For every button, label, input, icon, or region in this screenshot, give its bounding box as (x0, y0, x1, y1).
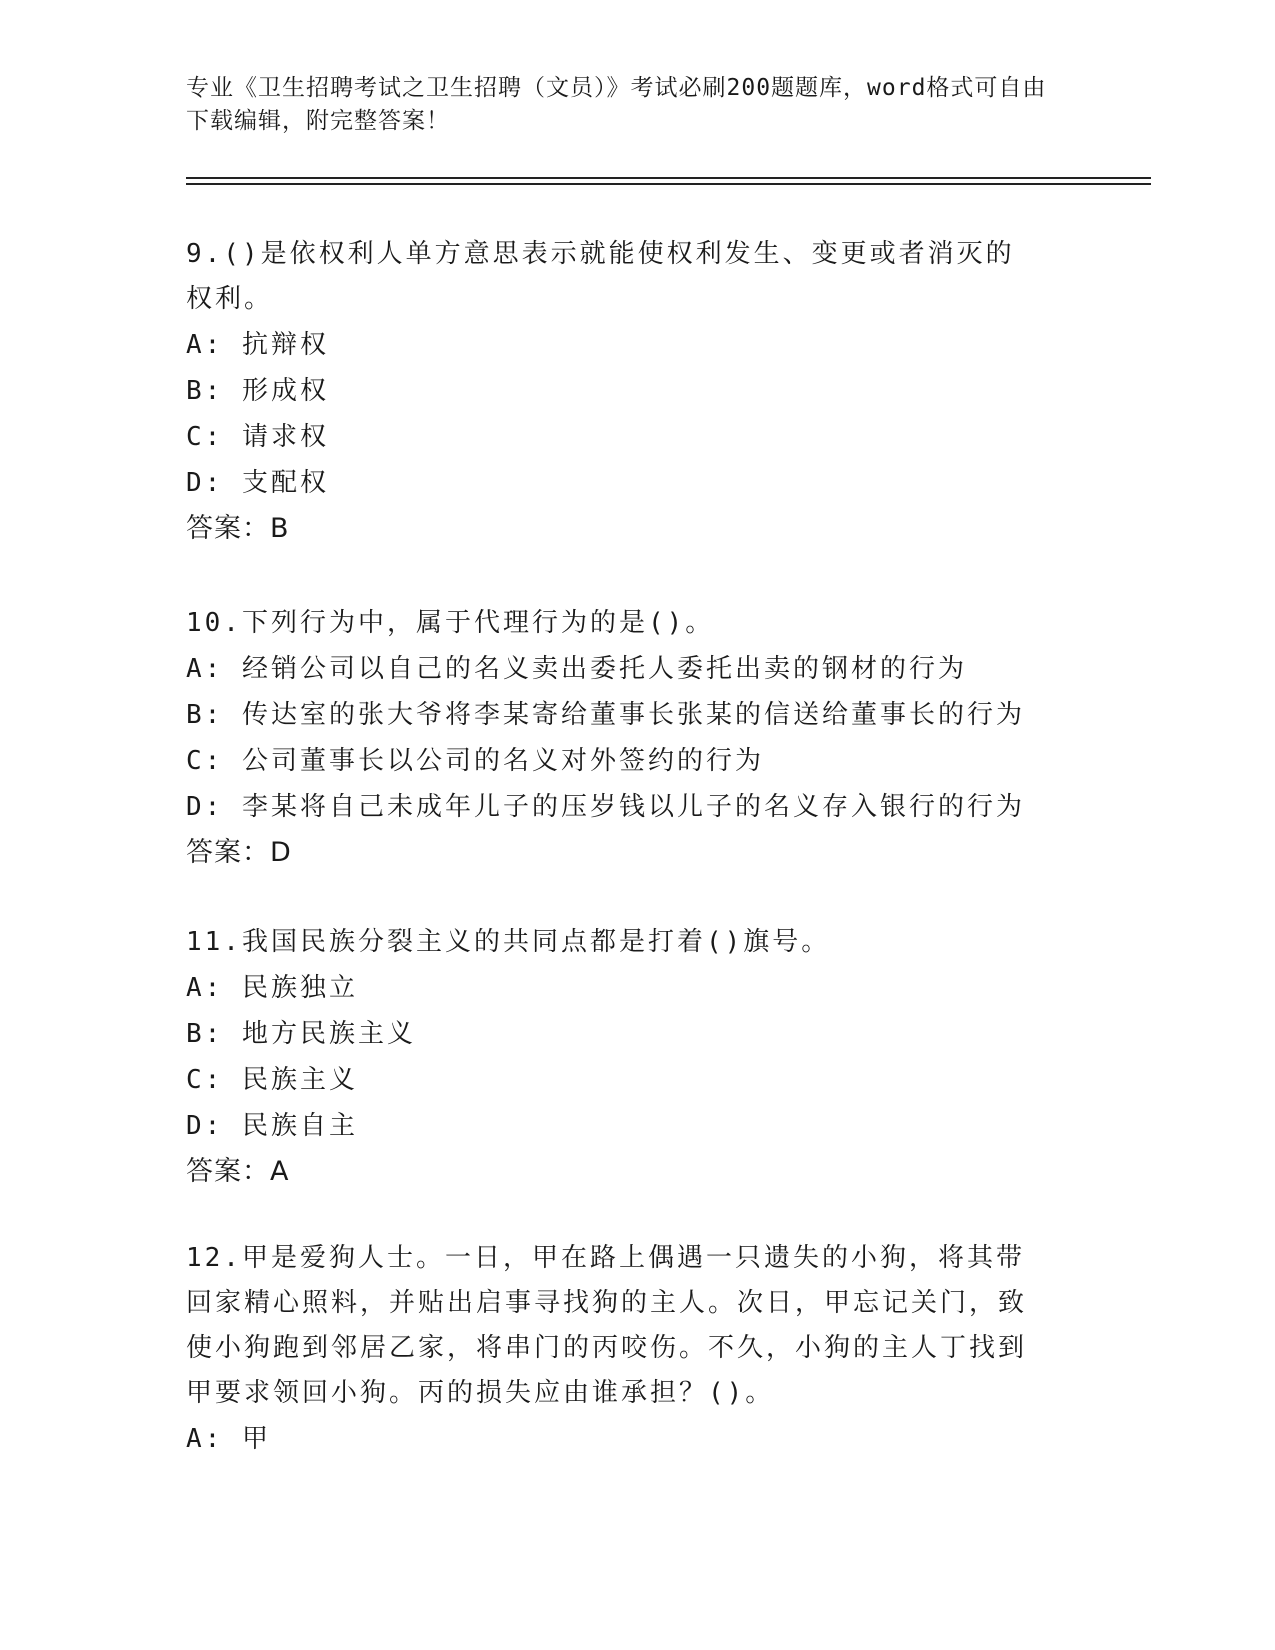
option-b: B: 传达室的张大爷将李某寄给董事长张某的信送给董事长的行为 (186, 700, 1025, 730)
option-d: D: 李某将自己未成年儿子的压岁钱以儿子的名义存入银行的行为 (186, 792, 1025, 822)
question-9 (186, 232, 1076, 552)
question-stem: 9.()是依权利人单方意思表示就能使权利发生、变更或者消灭的权利。 (186, 239, 1015, 314)
question-stem: 11.我国民族分裂主义的共同点都是打着()旗号。 (186, 927, 831, 957)
option-c: C: 公司董事长以公司的名义对外签约的行为 (186, 746, 764, 776)
option-a: A: 甲 (186, 1424, 271, 1454)
answer: 答案：D (186, 837, 292, 868)
question-stem: 12.甲是爱狗人士。一日，甲在路上偶遇一只遗失的小狗，将其带回家精心照料，并贴出启事寻找狗的主人。次日，甲忘记关门，致使小狗跑到邻居乙家，将串门的丙咬伤。不久，小狗的主人丁找到甲要求领回小狗。丙的损失应由谁承担？()。 (186, 1243, 1028, 1408)
option-b: B: 地方民族主义 (186, 1019, 416, 1049)
answer: 答案：A (186, 1156, 290, 1187)
option-c: C: 请求权 (186, 422, 329, 452)
option-a: A: 民族独立 (186, 973, 358, 1003)
option-d: D: 民族自主 (186, 1111, 358, 1141)
option-d: D: 支配权 (186, 468, 329, 498)
option-a: A: 抗辩权 (186, 330, 329, 360)
question-stem: 10.下列行为中，属于代理行为的是()。 (186, 608, 715, 638)
option-a: A: 经销公司以自己的名义卖出委托人委托出卖的钢材的行为 (186, 654, 967, 684)
header-divider-bottom (186, 183, 1151, 185)
option-c: C: 民族主义 (186, 1065, 358, 1095)
option-b: B: 形成权 (186, 376, 329, 406)
answer: 答案：B (186, 513, 290, 544)
header-divider-top (186, 177, 1151, 179)
question-12 (186, 1236, 1076, 1462)
document-header: 专业《卫生招聘考试之卫生招聘（文员）》考试必刷200题题库，word格式可自由下载编辑，附完整答案！ (186, 75, 1047, 134)
question-10 (186, 600, 1076, 876)
question-11 (186, 919, 1076, 1195)
